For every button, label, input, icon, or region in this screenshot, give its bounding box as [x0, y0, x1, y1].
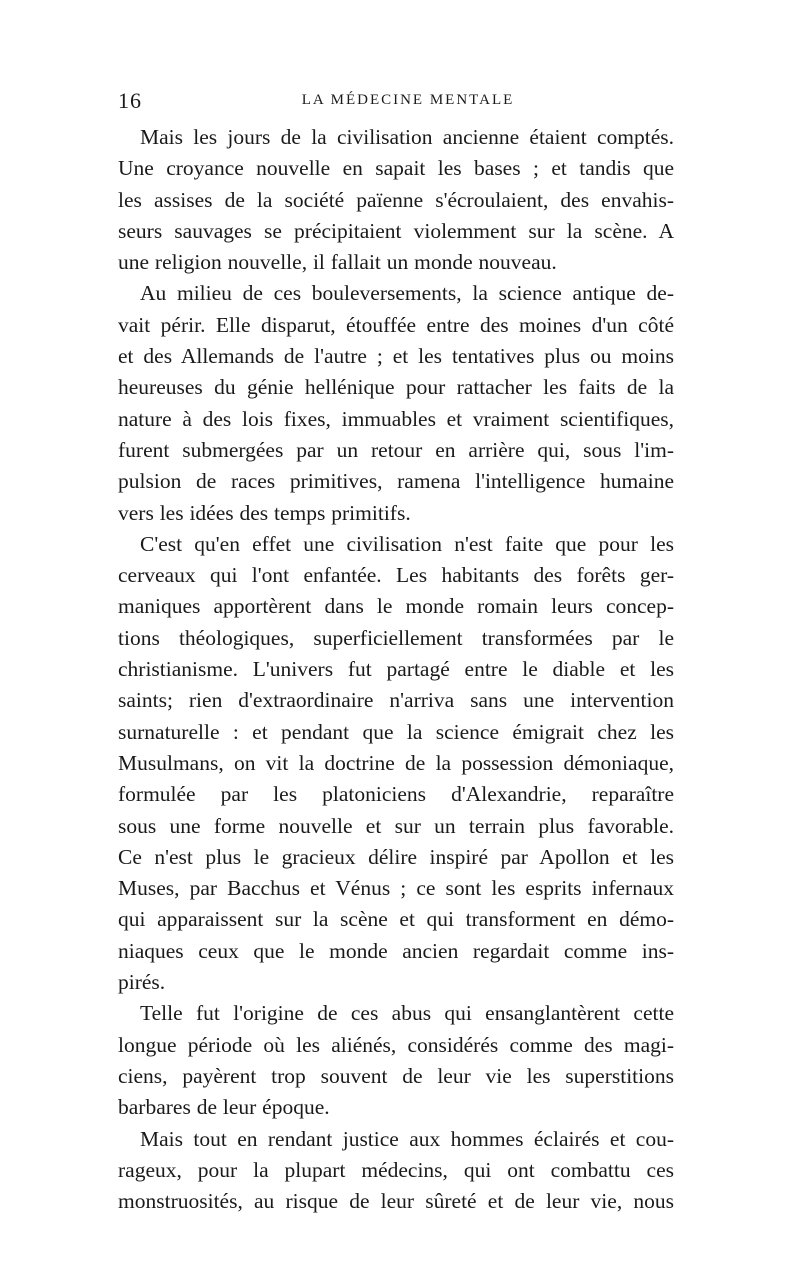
running-title: LA MÉDECINE MENTALE	[301, 92, 515, 108]
text-line: surnaturelle : et pendant que la science émigrait chez les	[118, 719, 674, 744]
text-line: niaques ceux que le monde ancien regardait comme ins-	[118, 938, 674, 963]
text-line: une religion nouvelle, il fallait un monde nouveau.	[118, 250, 557, 275]
paragraph	[118, 122, 674, 278]
text-line: barbares de leur époque.	[118, 1095, 330, 1120]
text-line: qui apparaissent sur la scène et qui transforment en démo-	[118, 907, 674, 932]
text-line: pulsion de races primitives, ramena l'intelligence humaine	[118, 469, 674, 494]
text-line: monstruosités, au risque de leur sûreté et de leur vie, nous	[118, 1189, 674, 1214]
text-line: nature à des lois fixes, immuables et vraiment scientifiques,	[118, 406, 674, 431]
text-line: longue période où les aliénés, considérés comme des magi-	[118, 1032, 674, 1057]
paragraph	[118, 1124, 674, 1218]
text-line: seurs sauvages se précipitaient violemment sur la scène. A	[118, 218, 674, 243]
text-line: Une croyance nouvelle en sapait les bases ; et tandis que	[118, 156, 674, 181]
text-line: heureuses du génie hellénique pour rattacher les faits de la	[118, 375, 674, 400]
text-line: C'est qu'en effet une civilisation n'est faite que pour les	[140, 531, 674, 556]
text-line: maniques apportèrent dans le monde romain leurs concep-	[118, 594, 674, 619]
text-line: vait périr. Elle disparut, étouffée entre des moines d'un côté	[118, 312, 674, 337]
text-line: saints; rien d'extraordinaire n'arriva sans une intervention	[118, 688, 674, 713]
text-line: Au milieu de ces bouleversements, la science antique de-	[140, 281, 674, 306]
text-line: furent submergées par un retour en arrière qui, sous l'im-	[118, 437, 674, 462]
text-line: les assises de la société païenne s'écroulaient, des envahis-	[118, 187, 674, 212]
text-line: cerveaux qui l'ont enfantée. Les habitants des forêts ger-	[118, 563, 674, 588]
running-head	[118, 88, 674, 122]
text-line: Ce n'est plus le gracieux délire inspiré par Apollon et les	[118, 844, 674, 869]
paragraph	[118, 278, 674, 528]
text-line: ciens, payèrent trop souvent de leur vie les superstitions	[118, 1063, 674, 1088]
text-line: pirés.	[118, 970, 166, 995]
text-line: rageux, pour la plupart médecins, qui ont combattu ces	[118, 1157, 674, 1182]
paragraph	[118, 998, 674, 1123]
text-line: Musulmans, on vit la doctrine de la possession démoniaque,	[118, 750, 674, 775]
book-page	[118, 88, 674, 1217]
text-line: Telle fut l'origine de ces abus qui ensanglantèrent cette	[140, 1001, 674, 1026]
text-line: Muses, par Bacchus et Vénus ; ce sont les esprits infernaux	[118, 876, 674, 901]
page-number: 16	[118, 88, 142, 113]
body-text	[118, 122, 674, 1217]
paragraph	[118, 529, 674, 998]
text-line: sous une forme nouvelle et sur un terrain plus favorable.	[118, 813, 674, 838]
text-line: tions théologiques, superficiellement transformées par le	[118, 625, 674, 650]
text-line: Mais les jours de la civilisation ancienne étaient comptés.	[140, 125, 674, 149]
text-line: vers les idées des temps primitifs.	[118, 500, 411, 525]
text-line: christianisme. L'univers fut partagé entre le diable et les	[118, 657, 674, 682]
text-line: Mais tout en rendant justice aux hommes éclairés et cou-	[140, 1126, 674, 1151]
text-line: formulée par les platoniciens d'Alexandrie, reparaître	[118, 782, 674, 807]
text-line: et des Allemands de l'autre ; et les tentatives plus ou moins	[118, 344, 674, 369]
